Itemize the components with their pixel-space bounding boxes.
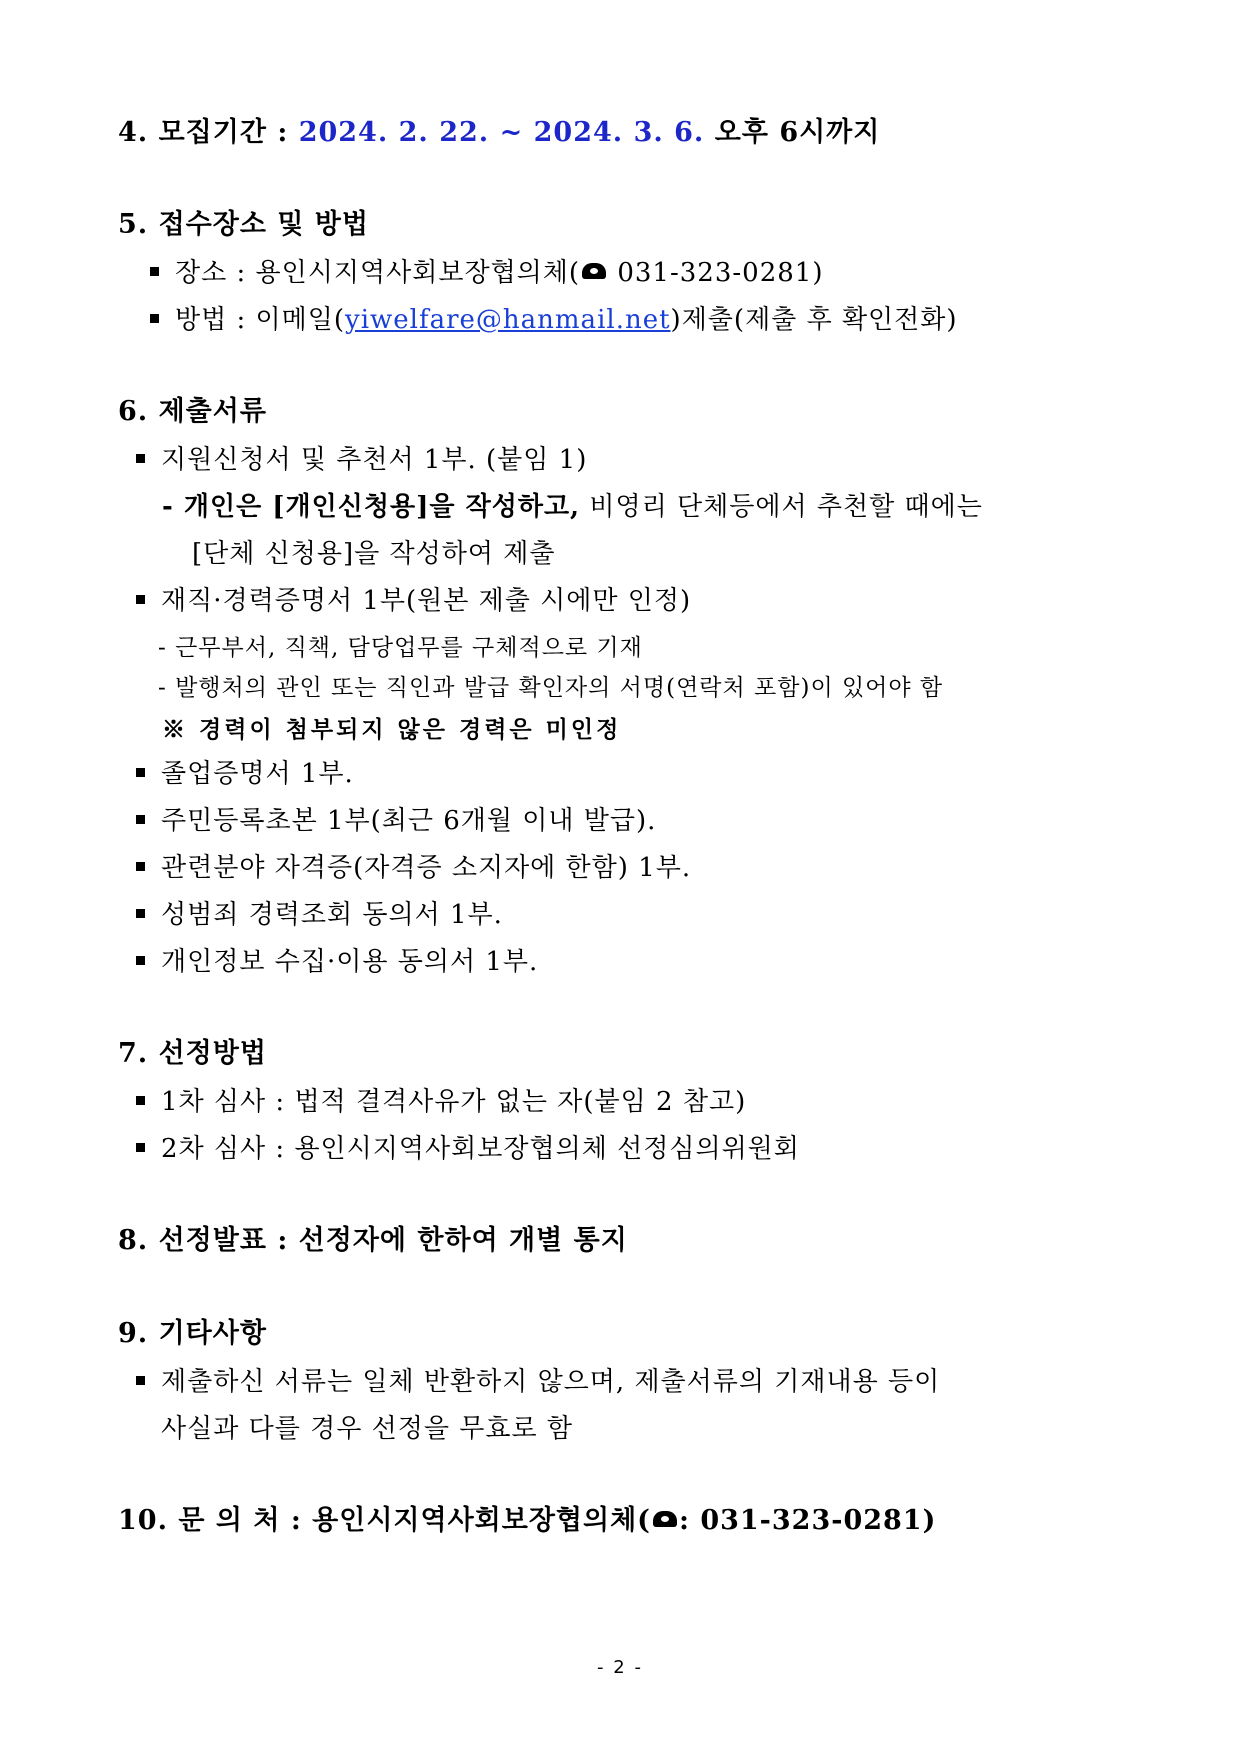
square-bullet-icon [136,1096,145,1105]
section-5-method [150,303,958,337]
section-5-heading: 5. 접수장소 및 방법 [118,209,369,240]
doc-item-application [136,443,587,477]
square-bullet-icon [136,1376,145,1385]
section-4-heading: 4. 모집기간 : [118,117,289,148]
method-label: 방법 : 이메일( [175,305,346,335]
doc-item-text: 개인정보 수집·이용 동의서 1부. [161,947,539,977]
doc-item-text: 재직·경력증명서 1부(원본 제출 시에만 인정) [161,586,692,616]
email-link[interactable]: yiwelfare@hanmail.net [345,305,671,335]
section-8-heading: 8. 선정발표 : 선정자에 한하여 개별 통지 [118,1225,628,1256]
doc-item-text: 주민등록초본 1부(최근 6개월 이내 발급). [161,806,657,836]
doc-item-text: 관련분야 자격증(자격증 소지자에 한함) 1부. [161,853,692,883]
doc-item-text: 졸업증명서 1부. [161,759,354,789]
contact-phone: : 031-323-0281) [678,1505,937,1536]
note-bold: - 개인은 [개인신청용]을 작성하고, [162,492,581,522]
page-number: - 2 - [597,1657,643,1678]
misc-item [136,1365,940,1399]
section-5-place [150,256,823,290]
doc-item-resident-registration [136,804,656,838]
doc-item-crime-check [136,898,503,932]
recruitment-deadline: 오후 6시까지 [714,117,881,148]
square-bullet-icon [136,768,145,777]
selection-step-2 [136,1132,800,1166]
selection-step-1 [136,1085,746,1119]
section-9-heading: 9. 기타사항 [118,1318,267,1349]
square-bullet-icon [150,314,159,323]
employment-note-2: - 발행처의 관인 또는 직인과 발급 확인자의 서명(연락처 포함)이 있어야 함 [158,675,944,701]
square-bullet-icon [136,862,145,871]
doc-item-graduation-cert [136,757,354,791]
square-bullet-icon [136,595,145,604]
place-phone: 031-323-0281) [617,258,824,288]
square-bullet-icon [136,909,145,918]
phone-icon [582,263,606,279]
doc-item-application-note-cont: [단체 신청용]을 작성하여 제출 [192,539,556,569]
doc-item-employment-cert [136,584,691,618]
doc-item-text: 성범죄 경력조회 동의서 1부. [161,900,503,930]
selection-step-text: 2차 심사 : 용인시지역사회보장협의체 선정심의위원회 [161,1134,800,1164]
square-bullet-icon [136,454,145,463]
doc-item-text: 지원신청서 및 추천서 1부. (붙임 1) [161,445,588,475]
square-bullet-icon [150,267,159,276]
section-7-heading: 7. 선정방법 [118,1038,267,1069]
misc-item-line-2: 사실과 다를 경우 선정을 무효로 함 [161,1414,573,1444]
square-bullet-icon [136,1143,145,1152]
recruitment-dates: 2024. 2. 22. ~ 2024. 3. 6. [298,117,705,148]
doc-item-application-note [162,490,983,524]
note-rest: 비영리 단체등에서 추천할 때에는 [580,492,983,522]
section-10-contact [118,1504,936,1538]
misc-item-line-1: 제출하신 서류는 일체 반환하지 않으며, 제출서류의 기재내용 등이 [161,1367,941,1397]
doc-item-license [136,851,691,885]
employment-note-1: - 근무부서, 직책, 담당업무를 구체적으로 기재 [158,635,643,661]
square-bullet-icon [136,956,145,965]
square-bullet-icon [136,815,145,824]
phone-icon [653,1511,677,1527]
section-10-heading: 10. 문 의 처 : 용인시지역사회보장협의체( [118,1505,651,1536]
section-4-recruitment-period [118,116,880,150]
employment-warning: ※ 경력이 첨부되지 않은 경력은 미인정 [162,716,622,743]
doc-item-privacy-consent [136,945,538,979]
section-6-heading: 6. 제출서류 [118,396,267,427]
place-label: 장소 : 용인시지역사회보장협의체( [175,258,581,288]
selection-step-text: 1차 심사 : 법적 결격사유가 없는 자(붙임 2 참고) [161,1087,747,1117]
method-suffix: )제출(제출 후 확인전화) [670,305,958,335]
